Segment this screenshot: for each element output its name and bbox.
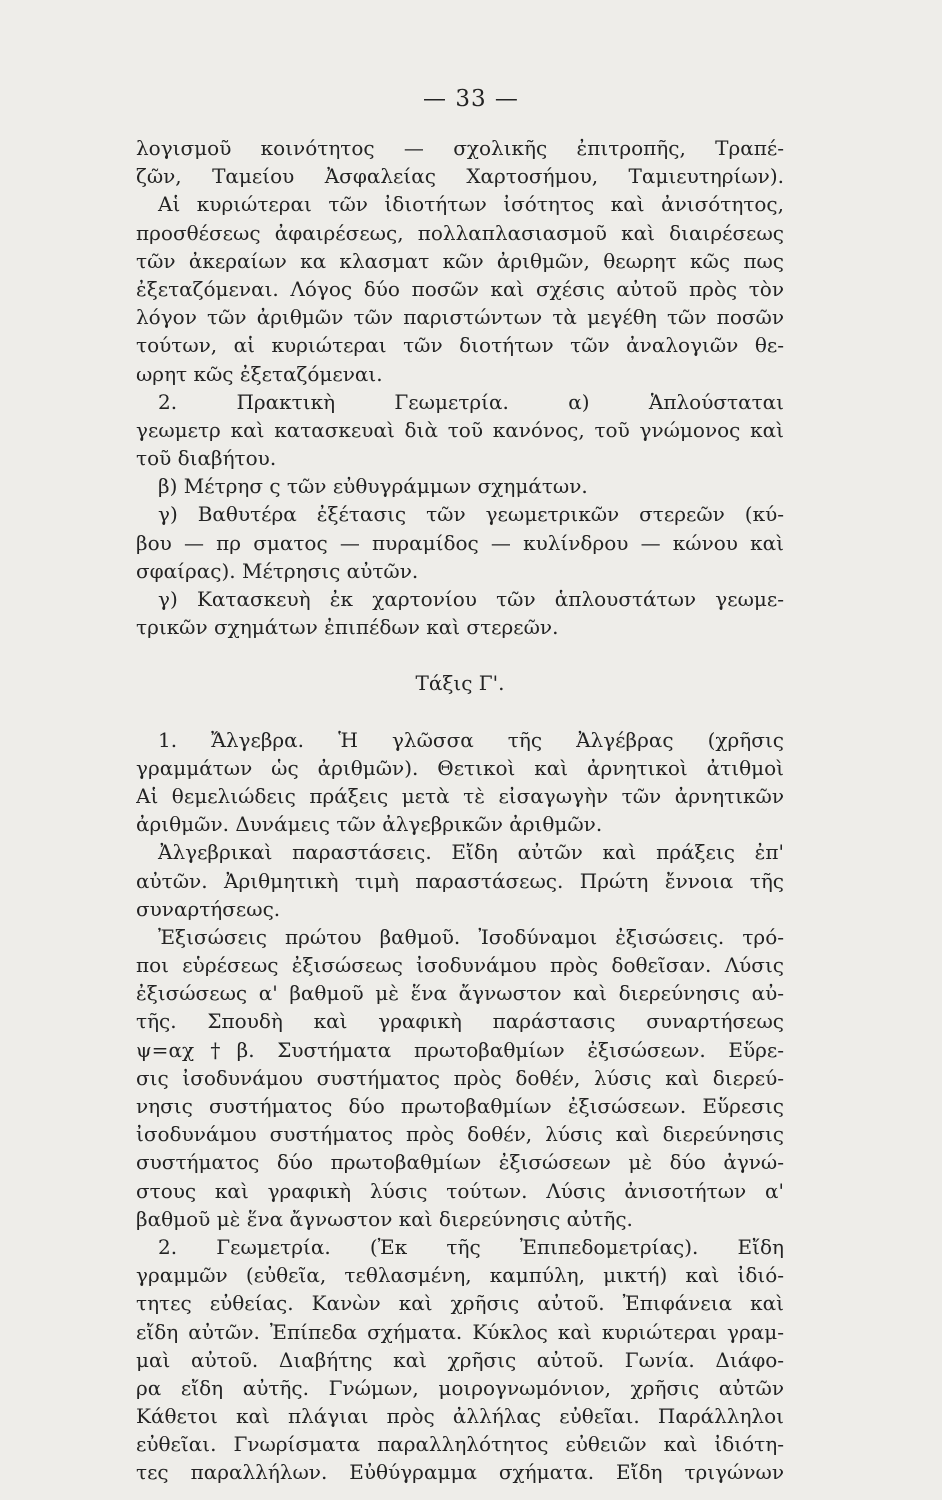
text-line: λογισμοῦ κοινότητος — σχολικῆς ἐπιτροπῆς, Τραπέ-	[136, 136, 784, 160]
text-line: ἐξισώσεως α' βαθμοῦ μὲ ἕνα ἄγνωστον καὶ διερεύνησις αὐ-	[136, 981, 784, 1006]
text-line: τες παραλλήλων. Εὐθύγραμμα σχήματα. Εἴδη τριγώνων	[136, 1460, 784, 1485]
section-heading-algebra: 1. Ἄλγεβρα. Ἡ γλῶσσα τῆς Ἀλγέβρας (χρῆσις	[158, 727, 784, 752]
text-line: στους καὶ γραφικὴ λύσις τούτων. Λύσις ἀνισοτήτων α'	[136, 1178, 784, 1203]
text-line: τῶν ἀκεραίων κα κλασματ κῶν ἀριθμῶν, θεωρητ κῶς πως	[136, 248, 784, 273]
section-heading-geometry: 2. Γεωμετρία. (Ἐκ τῆς Ἐπιπεδομετρίας). Εἴδη	[158, 1234, 784, 1259]
text-line: ἐξεταζόμεναι. Λόγος δύο ποσῶν καὶ σχέσις αὐτοῦ πρὸς τὸν	[136, 276, 784, 301]
text-line: αὐτῶν. Ἀριθμητικὴ τιμὴ παραστάσεως. Πρώτη ἔννοια τῆς	[136, 868, 784, 893]
text-line: τητες εὐθείας. Κανὼν καὶ χρῆσις αὐτοῦ. Ἐπιφάνεια καὶ	[136, 1291, 784, 1316]
text-line: σις ἰσοδυνάμου συστήματος πρὸς δοθέν, λύσις καὶ διερεύ-	[136, 1065, 784, 1090]
page-body-text	[136, 134, 784, 1487]
section-heading-practical-geometry: 2. Πρακτικὴ Γεωμετρία. α) Ἁπλούσταται	[158, 389, 784, 414]
text-line: γραμμῶν (εὐθεῖα, τεθλασμένη, καμπύλη, μικτή) καὶ ἰδιό-	[136, 1263, 784, 1288]
text-line: ἰσοδυνάμου συστήματος πρὸς δοθέν, λύσις καὶ διερεύνησις	[136, 1122, 784, 1147]
text-line: ἀριθμῶν. Δυνάμεις τῶν ἀλγεβρικῶν ἀριθμῶν.	[136, 812, 603, 837]
text-line: τῆς. Σπουδὴ καὶ γραφικὴ παράστασις συναρτήσεως	[136, 1009, 784, 1034]
text-line: εὐθεῖαι. Γνωρίσματα παραλληλότητος εὐθειῶν καὶ ἰδιότη-	[136, 1432, 784, 1457]
text-line: Ἀλγεβρικαὶ παραστάσεις. Εἴδη αὐτῶν καὶ πράξεις ἐπ'	[158, 840, 784, 865]
text-line: γραμμάτων ὡς ἀριθμῶν). Θετικοὶ καὶ ἀρνητικοὶ ἀτιθμοὶ	[136, 755, 784, 780]
text-line: βου — πρ σματος — πυραμίδος — κυλίνδρου — κώνου καὶ	[136, 530, 784, 555]
text-line: νησις συστήματος δύο πρωτοβαθμίων ἐξισώσεων. Εὕρεσις	[136, 1094, 784, 1118]
text-line: μαὶ αὐτοῦ. Διαβήτης καὶ χρῆσις αὐτοῦ. Γωνία. Διάφο-	[136, 1347, 784, 1372]
text-line: ψ=αχ†β. Συστήματα πρωτοβαθμίων ἐξισώσεων. Εὕρε-	[136, 1037, 784, 1062]
text-line: τοῦ διαβήτου.	[136, 446, 277, 471]
text-line: Αἱ κυριώτεραι τῶν ἰδιοτήτων ἰσότητος καὶ ἀνισότητος,	[158, 192, 784, 217]
text-line: σφαίρας). Μέτρησις αὐτῶν.	[136, 558, 419, 583]
text-line: τούτων, αἱ κυριώτεραι τῶν διοτήτων τῶν ἀναλογιῶν θε-	[136, 333, 784, 358]
text-line: λόγον τῶν ἀριθμῶν τῶν παριστώντων τὰ μεγέθη τῶν ποσῶν	[136, 305, 784, 330]
text-line: εἴδη αὐτῶν. Ἐπίπεδα σχήματα. Κύκλος καὶ κυριώτεραι γραμ-	[136, 1319, 784, 1344]
text-line: ωρητ κῶς ἐξεταζόμεναι.	[136, 361, 383, 386]
text-line: ζῶν, Ταμείου Ἀσφαλείας Χαρτοσήμου, Ταμιευτηρίων).	[136, 164, 784, 189]
text-line: Κάθετοι καὶ πλάγιαι πρὸς ἀλλήλας εὐθεῖαι. Παράλληλοι	[136, 1404, 784, 1429]
text-line: ποι εὑρέσεως ἐξισώσεως ἰσοδυνάμου πρὸς δοθεῖσαν. Λύσις	[136, 953, 784, 978]
text-line: Ἐξισώσεις πρώτου βαθμοῦ. Ἰσοδύναμοι ἐξισώσεις. τρό-	[158, 924, 784, 949]
text-line: β) Μέτρησ ς τῶν εὐθυγράμμων σχημάτων.	[158, 474, 588, 499]
text-line: γεωμετρ καὶ κατασκευαὶ διὰ τοῦ κανόνος, τοῦ γνώμονος καὶ	[136, 417, 784, 442]
class-title: Τάξις Γ'.	[415, 671, 505, 696]
text-line: ρα εἴδη αὐτῆς. Γνώμων, μοιρογνωμόνιον, χρῆσις αὐτῶν	[136, 1375, 784, 1400]
text-line: γ) Κατασκευὴ ἐκ χαρτονίου τῶν ἁπλουστάτων γεωμε-	[158, 587, 784, 611]
text-line: προσθέσεως ἀφαιρέσεως, πολλαπλασιασμοῦ καὶ διαιρέσεως	[136, 220, 784, 245]
page-number-header: — 33 —	[423, 86, 519, 112]
text-line: συστήματος δύο πρωτοβαθμίων ἐξισώσεων μὲ δύο ἀγνώ-	[136, 1150, 784, 1175]
text-line: βαθμοῦ μὲ ἕνα ἄγνωστον καὶ διερεύνησις αὐτῆς.	[136, 1206, 633, 1231]
text-line: συναρτήσεως.	[136, 896, 281, 921]
text-line: τρικῶν σχημάτων ἐπιπέδων καὶ στερεῶν.	[136, 615, 559, 640]
text-line: γ) Βαθυτέρα ἐξέτασις τῶν γεωμετρικῶν στερεῶν (κύ-	[158, 502, 784, 527]
text-line: Αἱ θεμελιώδεις πράξεις μετὰ τὲ εἰσαγωγὴν τῶν ἀρνητικῶν	[136, 783, 784, 808]
